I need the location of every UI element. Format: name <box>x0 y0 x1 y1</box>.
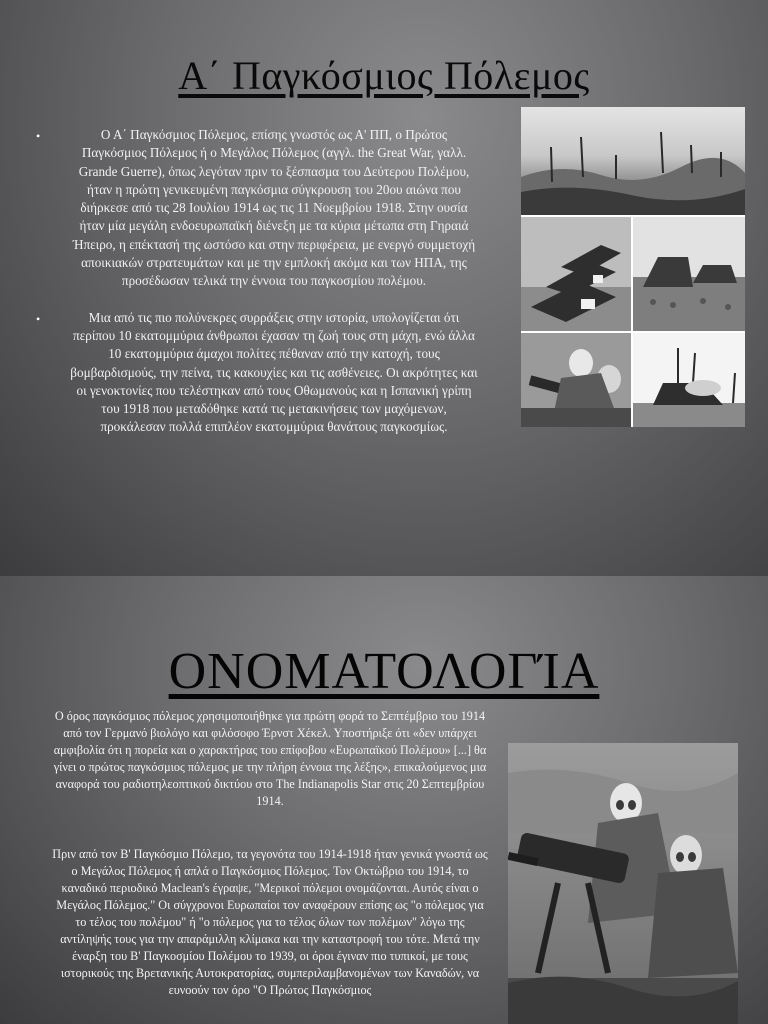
tank-photo <box>633 217 745 331</box>
slide-2-title: ΟΝΟΜΑΤΟΛΟΓΊΑ <box>168 643 600 700</box>
slide-2 <box>0 576 768 1024</box>
bullet-icon: • <box>36 129 41 143</box>
bullet-item <box>36 126 480 291</box>
gas-mask-soldiers-photo <box>521 333 631 427</box>
slide-1-title: Α΄ Παγκόσμιος Πόλεμος <box>178 53 590 98</box>
photo-collage <box>521 107 745 427</box>
paragraph: Ο όρος παγκόσμιος πόλεμος χρησιμοποιήθηκε για πρώτη φορά το Σεπτέμβριο του 1914 από τον Γερμανό βιολόγο και φιλόσοφο Έρνστ Χέκελ. Υποστήριξε ότι «δεν υπάρχει αμφιβολία ότι η πορεία και ο χαρακτήρας του επίφοβου «Ευρωπαϊκού Πολέμου» [...] θα γίνει ο πρώτος παγκόσμιος πόλεμος με την πλήρη έννοια της λέξης», επικαλούμενος μια αναφορά του ραδιοτηλεοπτικού δικτύου στο The Indianapolis Star στις 20 Σεπτεμβρίου 1914. <box>53 709 487 808</box>
sinking-ship-photo <box>633 333 745 427</box>
aircraft-photo <box>521 217 631 331</box>
bullet-text: Ο Α΄ Παγκόσμιος Πόλεμος, επίσης γνωστός ως Α' ΠΠ, ο Πρώτος Παγκόσμιος Πόλεμος ή ο Μεγάλος Πόλεμος (αγγλ. the Great War, γαλλ. Grande Guerre), όπως λεγόταν πριν το ξέσπασμα του Δεύτερου Πολέμου, ήταν η πρώτη γενικευμένη παγκόσμια σύγκρουση του 20ου αιώνα που διήρκεσε από τις 28 Ιουλίου 1914 ως τις 11 Νοεμβρίου 1918. Στην ουσία ήταν μία μεγάλη ενδοευρωπαϊκή διένεξη με τα κύρια μέτωπα στη Γηραιά Ήπειρο, η επέκτασή της ωστόσο και στην περιφέρεια, με ενεργό συμμετοχή αποικιακών στρατευμάτων και με την εμπλοκή ακόμα και των ΗΠΑ, της προσέδωσαν τελικά την έννοια του παγκοσμίου πολέμου. <box>72 127 476 289</box>
bullet-text: Μια από τις πιο πολύνεκρες συρράξεις στην ιστορία, υπολογίζεται ότι περίπου 10 εκατομμύρια άνθρωποι έχασαν τη ζωή τους στη μάχη, ενώ άλλα 10 εκατομμύρια άμαχοι πολίτες πέθαναν από την κατοχή, τους βομβαρδισμούς, την πείνα, τις κακουχίες και τις ασθένειες. Οι ακρότητες και οι γενοκτονίες που τελέστηκαν από τους Οθωμανούς και η Ισπανική γρίπη του 1918 που μεταδόθηκε κατά τις μετακινήσεις των μαχόμενων, προκάλεσαν πολλά επιπλέον εκατομμύρια θανάτους παγκοσμίως. <box>70 309 478 435</box>
battlefield-photo <box>521 107 745 215</box>
bullet-list <box>36 126 480 437</box>
bullet-item <box>36 309 480 437</box>
paragraph: Πριν από τον Β' Παγκόσμιο Πόλεμο, τα γεγονότα του 1914-1918 ήταν γενικά γνωστά ως ο Μεγάλος Πόλεμος ή απλά ο Παγκόσμιος Πόλεμος. Τον Οκτώβριο του 1914, το καναδικό περιοδικό Maclean's έγραψε, "Μερικοί πόλεμοι ονομάζονται. Αυτός είναι ο Μεγάλος Πόλεμος." Οι σύγχρονοι Ευρωπαίοι τον αναφέρουν επίσης ως "ο πόλεμος για το τέλος του πολέμου" ή "ο πόλεμος για το τέλος όλων των πολέμων" λόγω της αντίληψής τους για την απαράμιλλη κλίμακα και την καταστροφή του τότε. Μετά την έναρξη του Β' Παγκοσμίου Πολέμου το 1939, οι όροι έγιναν πιο τυπικοί, με τους ιστορικούς της Βρετανικής Αυτοκρατορίας, συμπεριλαμβανομένων των Καναδών, να ευνοούν τον όρο "Ο Πρώτος Παγκόσμιος <box>52 847 488 997</box>
machine-gun-soldiers-photo <box>508 743 738 1024</box>
bullet-icon: • <box>36 311 41 326</box>
